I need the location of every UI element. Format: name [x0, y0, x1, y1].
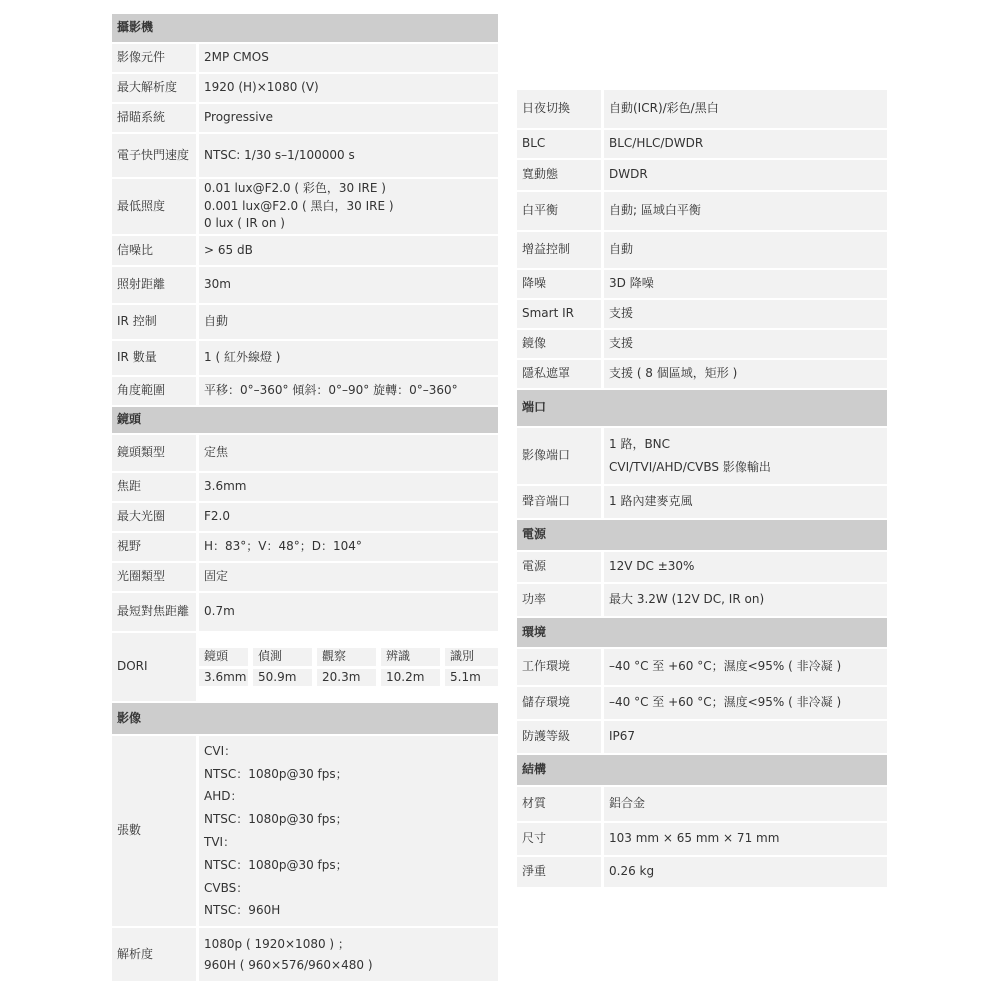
spec-label: 工作環境	[517, 649, 604, 685]
spec-row	[517, 584, 887, 616]
section-header-image: 影像	[112, 703, 498, 734]
spec-label: 淨重	[517, 857, 604, 887]
spec-value: 0.26 kg	[604, 857, 887, 887]
spec-row	[517, 232, 887, 268]
spec-row	[112, 44, 498, 72]
spec-value: –40 °C 至 +60 °C；濕度<95% ( 非冷凝 )	[604, 687, 887, 719]
spec-value: 0.7m	[199, 593, 498, 631]
section-header-camera: 攝影機	[112, 14, 498, 42]
dori-value: 50.9m	[253, 669, 317, 686]
spec-label: 電源	[517, 552, 604, 582]
spec-label: 鏡頭類型	[112, 435, 199, 471]
spec-label: 角度範圍	[112, 377, 199, 405]
spec-label: 鏡像	[517, 330, 604, 358]
spec-value: 30m	[199, 267, 498, 303]
spec-value: 固定	[199, 563, 498, 591]
spec-label: 功率	[517, 584, 604, 616]
spec-value: 自動	[199, 305, 498, 339]
spec-row	[517, 130, 887, 158]
spec-label: 儲存環境	[517, 687, 604, 719]
spec-label: 照射距離	[112, 267, 199, 303]
spec-row	[517, 687, 887, 719]
spec-row	[112, 179, 498, 234]
spec-row	[112, 104, 498, 132]
spec-value: 鋁合金	[604, 787, 887, 821]
spec-value: 2MP CMOS	[199, 44, 498, 72]
spec-label: 日夜切換	[517, 90, 604, 128]
spec-value: 1 路，BNC CVI/TVI/AHD/CVBS 影像輸出	[604, 428, 887, 484]
section-header-lens: 鏡頭	[112, 407, 498, 433]
spec-row	[517, 300, 887, 328]
spec-row	[112, 928, 498, 981]
spec-label: 光圈類型	[112, 563, 199, 591]
spec-value: 0.01 lux@F2.0 ( 彩色，30 IRE ) 0.001 lux@F2.0 ( 黑白，30 IRE ) 0 lux ( IR on )	[199, 179, 498, 234]
dori-header: 觀察	[317, 648, 381, 665]
spec-label: 影像元件	[112, 44, 199, 72]
dori-header: 偵測	[253, 648, 317, 665]
spec-row	[112, 305, 498, 339]
spec-value: CVI： NTSC：1080p@30 fps； AHD： NTSC：1080p@30 fps； TVI： NTSC：1080p@30 fps； CVBS： NTSC：960H	[199, 736, 498, 926]
spec-value: 1920 (H)×1080 (V)	[199, 74, 498, 102]
spec-label: 最短對焦距離	[112, 593, 199, 631]
section-header-environment: 環境	[517, 618, 887, 647]
spec-row	[517, 160, 887, 190]
spec-value: NTSC: 1/30 s–1/100000 s	[199, 134, 498, 177]
spec-row	[517, 270, 887, 298]
spec-value: 1 ( 紅外線燈 )	[199, 341, 498, 375]
spec-row	[112, 736, 498, 926]
spec-label: IR 控制	[112, 305, 199, 339]
spec-label: 隱私遮罩	[517, 360, 604, 388]
spec-row	[517, 192, 887, 230]
dori-value: 10.2m	[381, 669, 445, 686]
spec-label: 視野	[112, 533, 199, 561]
spec-row	[112, 593, 498, 631]
spec-value: 1 路內建麥克風	[604, 486, 887, 518]
section-header-structure: 結構	[517, 755, 887, 785]
spec-row	[517, 360, 887, 388]
spec-value: BLC/HLC/DWDR	[604, 130, 887, 158]
spec-row	[517, 649, 887, 685]
spec-row	[112, 377, 498, 405]
spec-label: 最大光圈	[112, 503, 199, 531]
dori-value: 20.3m	[317, 669, 381, 686]
spec-label: 聲音端口	[517, 486, 604, 518]
spec-row	[112, 341, 498, 375]
spec-row	[112, 267, 498, 303]
spec-value: 自動; 區域白平衡	[604, 192, 887, 230]
spec-label: 防護等級	[517, 721, 604, 753]
spec-row	[112, 533, 498, 561]
spec-value: 12V DC ±30%	[604, 552, 887, 582]
spec-row	[517, 330, 887, 358]
dori-value: 5.1m	[445, 669, 498, 686]
spec-value: IP67	[604, 721, 887, 753]
spec-value: 支援 ( 8 個區域，矩形 )	[604, 360, 887, 388]
spec-row	[517, 90, 887, 128]
dori-value-row	[199, 669, 498, 686]
spec-value: H：83°；V：48°；D：104°	[199, 533, 498, 561]
spec-value: 平移：0°–360° 傾斜：0°–90° 旋轉：0°–360°	[199, 377, 498, 405]
spec-label: 電子快門速度	[112, 134, 199, 177]
spec-label: 焦距	[112, 473, 199, 501]
spec-label: 寬動態	[517, 160, 604, 190]
spec-row	[112, 473, 498, 501]
dori-header: 識別	[445, 648, 498, 665]
spec-value: 3.6mm	[199, 473, 498, 501]
dori-header-row	[199, 648, 498, 665]
spec-row	[112, 134, 498, 177]
spec-value: Progressive	[199, 104, 498, 132]
spec-row	[112, 435, 498, 471]
spec-label: 白平衡	[517, 192, 604, 230]
spec-value: 自動	[604, 232, 887, 268]
spec-label: 最低照度	[112, 179, 199, 234]
spec-label: 影像端口	[517, 428, 604, 484]
spec-value: 1080p ( 1920×1080 ) ； 960H ( 960×576/960×480 )	[199, 928, 498, 981]
spec-label: 信噪比	[112, 236, 199, 265]
spec-value: 支援	[604, 300, 887, 328]
spec-value: 支援	[604, 330, 887, 358]
section-header-port: 端口	[517, 390, 887, 426]
spec-row	[517, 823, 887, 855]
spec-label: 掃瞄系統	[112, 104, 199, 132]
spec-row	[517, 857, 887, 887]
spec-label: 材質	[517, 787, 604, 821]
spec-row	[112, 503, 498, 531]
section-header-power: 電源	[517, 520, 887, 550]
spec-value: F2.0	[199, 503, 498, 531]
dori-label: DORI	[112, 633, 199, 701]
spec-label: BLC	[517, 130, 604, 158]
spec-label: 最大解析度	[112, 74, 199, 102]
spec-label: Smart IR	[517, 300, 604, 328]
spec-value: > 65 dB	[199, 236, 498, 265]
dori-value: 3.6mm	[199, 669, 253, 686]
spec-label: 張數	[112, 736, 199, 926]
spec-label: 解析度	[112, 928, 199, 981]
spec-value: DWDR	[604, 160, 887, 190]
camera-spec-table-left	[112, 12, 498, 983]
spec-value: 最大 3.2W (12V DC, IR on)	[604, 584, 887, 616]
spec-label: IR 數量	[112, 341, 199, 375]
spec-row	[517, 552, 887, 582]
dori-header: 辨識	[381, 648, 445, 665]
spec-row	[517, 787, 887, 821]
spec-label: 降噪	[517, 270, 604, 298]
spec-value: 3D 降噪	[604, 270, 887, 298]
camera-spec-table-right	[517, 88, 887, 889]
spec-row	[112, 236, 498, 265]
spec-value: 103 mm × 65 mm × 71 mm	[604, 823, 887, 855]
dori-header: 鏡頭	[199, 648, 253, 665]
spec-value: 定焦	[199, 435, 498, 471]
spec-row	[112, 74, 498, 102]
spec-value: –40 °C 至 +60 °C；濕度<95% ( 非冷凝 )	[604, 649, 887, 685]
spec-row	[112, 563, 498, 591]
spec-row	[517, 428, 887, 484]
spec-value: 自動(ICR)/彩色/黑白	[604, 90, 887, 128]
spec-label: 尺寸	[517, 823, 604, 855]
spec-row	[517, 486, 887, 518]
spec-row	[517, 721, 887, 753]
dori-table	[199, 645, 498, 689]
spec-label: 增益控制	[517, 232, 604, 268]
dori-row	[112, 633, 498, 701]
